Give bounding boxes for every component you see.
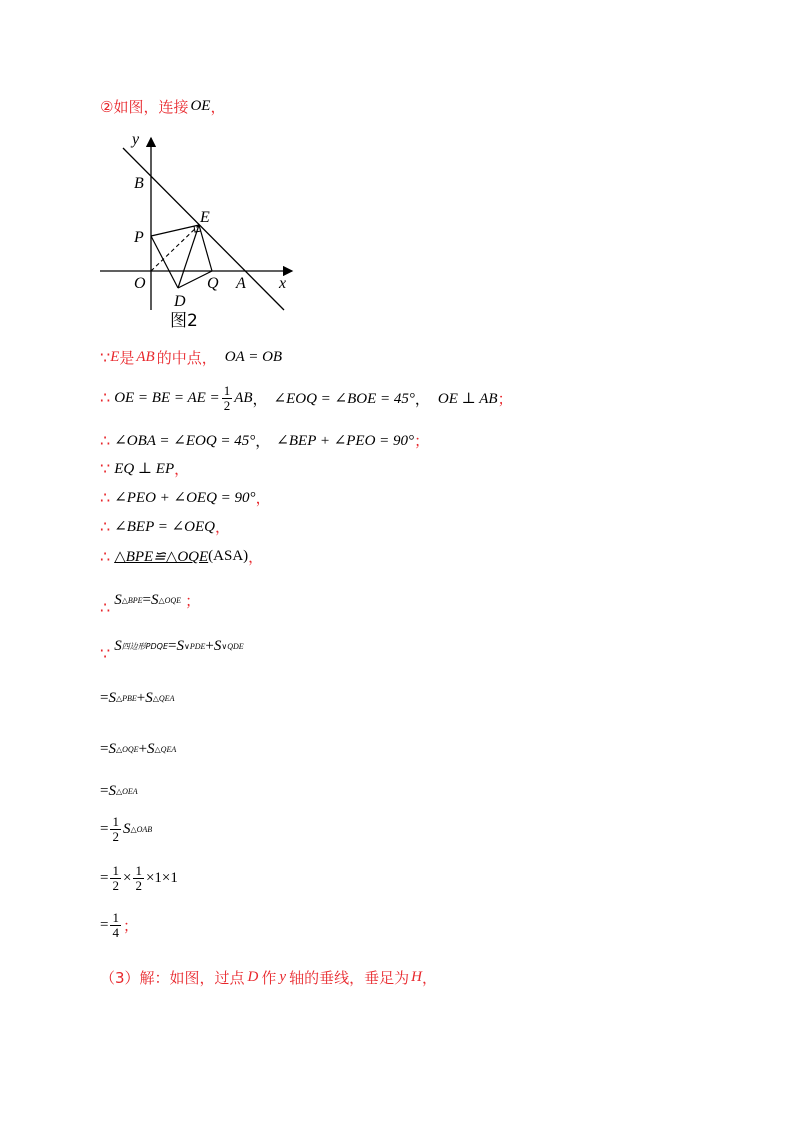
therefore-symbol: ∴: [100, 548, 111, 566]
line-12: [100, 783, 138, 800]
line-8: [100, 582, 200, 618]
area-s: S: [108, 741, 116, 757]
area-s: S: [108, 783, 116, 799]
eq: =: [168, 637, 177, 654]
because-symbol: ∵: [100, 460, 111, 478]
math-bep-peo: ∠BEP + ∠PEO = 90°: [276, 433, 415, 449]
line-10: [100, 690, 174, 707]
therefore-symbol: ∴: [100, 518, 111, 536]
area-sub: △OEA: [115, 787, 138, 796]
fraction-half: [110, 815, 121, 843]
sep: ，: [421, 969, 437, 987]
therefore-symbol: ∴: [100, 390, 111, 408]
sep: ，: [255, 432, 271, 450]
sep: ；: [185, 591, 201, 610]
therefore-symbol: ∴: [100, 432, 111, 450]
eq: =: [142, 591, 151, 608]
figure-caption: 图2: [170, 311, 198, 331]
math-congruent: △BPE≌△OQE: [114, 549, 209, 565]
line-13: [100, 815, 152, 843]
because-symbol: ∵: [100, 646, 111, 663]
area-sub: 四边形PDQE: [121, 641, 169, 651]
sep: ，: [215, 518, 231, 536]
eq: =: [100, 783, 109, 799]
intro-line: [100, 96, 225, 117]
plus: +: [138, 741, 148, 757]
point-d: D: [247, 969, 259, 985]
label-e: E: [200, 209, 210, 226]
eq: =: [100, 820, 109, 837]
frac-den: 4: [112, 924, 119, 940]
label-p: P: [134, 229, 144, 246]
math-oe-eq: OE = BE = AE =: [114, 389, 220, 406]
area-s: S: [150, 591, 159, 608]
point-h: H: [411, 969, 422, 985]
sep: ，: [174, 460, 190, 478]
intro-tail: ，: [210, 98, 226, 116]
line-7: [100, 546, 263, 567]
frac-den: 2: [112, 828, 119, 844]
frac-num: 1: [223, 383, 231, 398]
geometry-figure: [96, 128, 306, 338]
frac-num: 1: [112, 910, 119, 925]
sep: ；: [122, 916, 138, 935]
line-5: [100, 487, 271, 508]
math-eq-perp-ep: EQ ⊥ EP: [114, 461, 175, 477]
area-sub: ∨PDE: [184, 641, 206, 651]
fraction-half: [222, 384, 233, 412]
sep: ，: [255, 489, 271, 507]
math-ab: AB: [234, 389, 253, 406]
line-11: [100, 741, 176, 758]
math-bep-oeq: ∠BEP = ∠OEQ: [114, 519, 215, 535]
frac-den: 2: [223, 397, 231, 413]
eq: =: [100, 741, 109, 757]
fraction-half: [110, 864, 121, 892]
line-3: [100, 430, 429, 451]
area-sub: △BPE: [121, 595, 143, 605]
area-s: S: [213, 637, 222, 654]
area-sub: △OAB: [130, 824, 153, 834]
axis-y: y: [279, 969, 287, 985]
plus: +: [205, 637, 214, 654]
line-6: [100, 516, 230, 537]
line-ab: [123, 148, 287, 310]
math-peo-oeq: ∠PEO + ∠OEQ = 90°: [114, 490, 256, 506]
segment-ab: AB: [136, 349, 155, 365]
area-s: S: [114, 591, 122, 608]
label-y: y: [132, 131, 140, 148]
text-midpoint: 的中点，: [156, 349, 217, 367]
area-s: S: [176, 637, 184, 654]
times: ×: [122, 869, 132, 886]
line-1: [100, 347, 282, 368]
area-s: S: [114, 637, 122, 654]
product-tail: ×1×1: [145, 869, 178, 886]
text-zuo: 作: [261, 969, 277, 987]
eq: =: [100, 690, 109, 706]
math-oba-eoq: ∠OBA = ∠EOQ = 45°: [114, 433, 256, 449]
eq: =: [100, 869, 109, 886]
line-16: [100, 967, 437, 988]
area-sub: △OQE: [115, 745, 139, 754]
line-4: [100, 458, 189, 479]
area-sub: △QEA: [152, 694, 175, 703]
label-q: Q: [207, 275, 219, 292]
text-asa: (ASA): [208, 548, 249, 564]
line-2: [100, 384, 513, 412]
area-s: S: [147, 741, 155, 757]
line-14: [100, 864, 178, 892]
fraction-quarter: [110, 911, 121, 939]
area-s: S: [108, 690, 116, 706]
area-sub: △PBE: [115, 694, 137, 703]
frac-den: 2: [112, 877, 119, 893]
because-symbol: ∵: [100, 349, 111, 367]
sep: ，: [414, 389, 430, 408]
segment-pe: [151, 225, 199, 236]
math-oa-ob: OA = OB: [224, 349, 283, 365]
eq: =: [100, 916, 109, 933]
frac-den: 2: [135, 877, 142, 893]
frac-num: 1: [112, 814, 119, 829]
area-sub: △OQE: [158, 595, 182, 605]
math-oe-perp-ab: OE ⊥ AB: [437, 390, 498, 407]
label-o: O: [134, 275, 146, 292]
therefore-symbol: ∴: [100, 600, 111, 617]
text-shi: 是: [119, 349, 135, 367]
sep: ；: [497, 389, 513, 408]
sep: ，: [248, 548, 264, 566]
segment-pd: [151, 236, 178, 288]
sep: ，: [252, 389, 268, 408]
intro-text: ②如图，连接: [100, 98, 189, 116]
math-angles-45: ∠EOQ = ∠BOE = 45°: [273, 390, 415, 407]
therefore-symbol: ∴: [100, 489, 111, 507]
plus: +: [136, 690, 146, 706]
frac-num: 1: [112, 863, 119, 878]
label-x: x: [279, 275, 287, 292]
area-sub: ∨QDE: [221, 641, 244, 651]
frac-num: 1: [135, 863, 142, 878]
intro-math: OE: [190, 98, 211, 114]
area-s: S: [122, 820, 131, 837]
point-e: E: [110, 349, 120, 365]
line-9: [100, 628, 244, 664]
fraction-half: [133, 864, 144, 892]
label-a: A: [236, 275, 246, 292]
area-s: S: [145, 690, 153, 706]
line-15: [100, 911, 138, 939]
label-b: B: [134, 175, 144, 192]
sep: ；: [414, 432, 430, 450]
label-d: D: [174, 293, 186, 310]
area-sub: △QEA: [154, 745, 177, 754]
part3-text: （3）解：如图，过点: [100, 969, 245, 987]
text-perp: 轴的垂线，垂足为: [289, 969, 410, 987]
